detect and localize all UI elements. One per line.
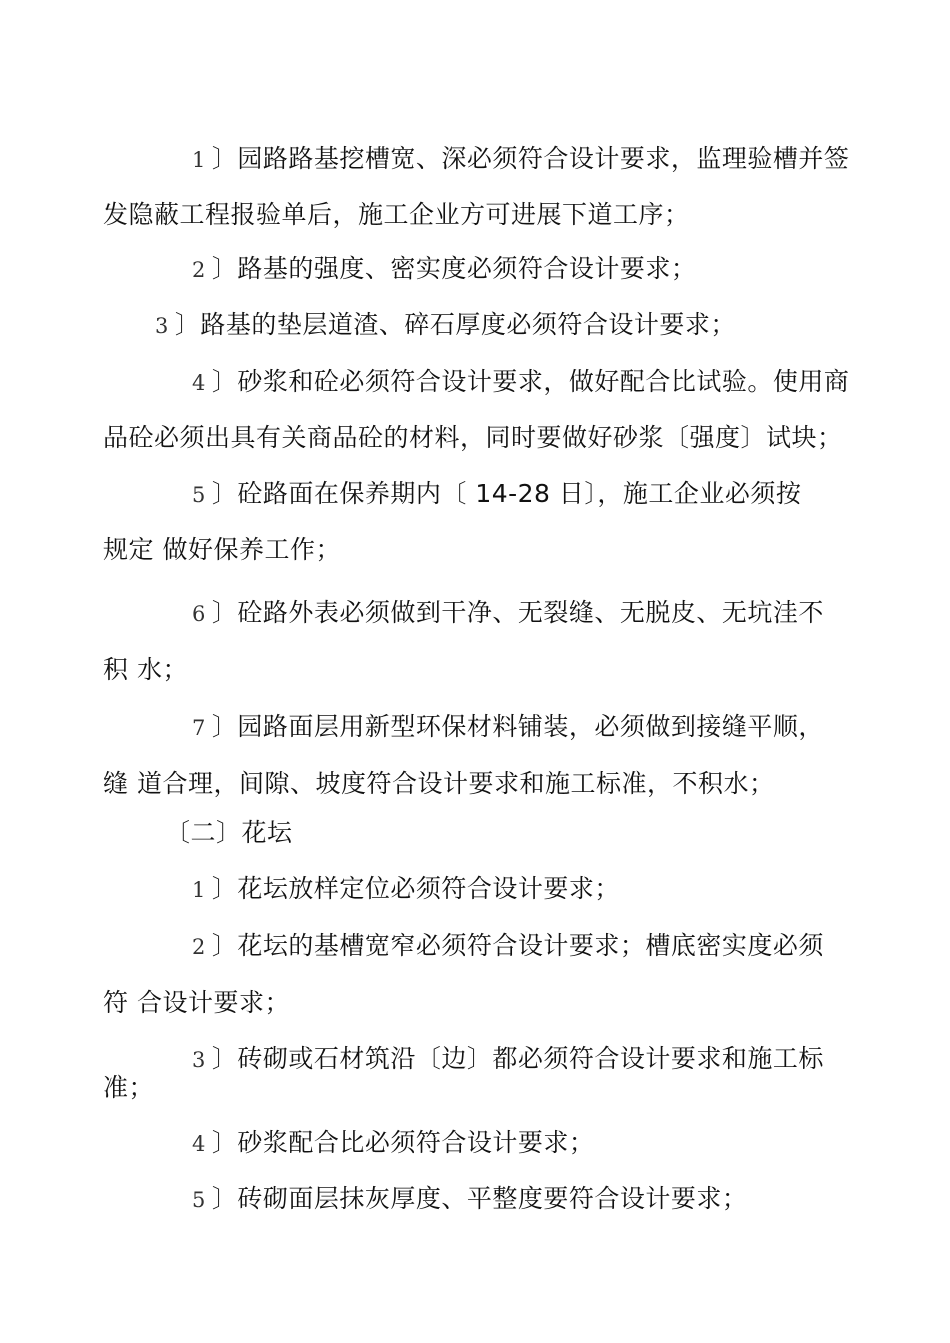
paragraph-line <box>103 769 774 799</box>
line-text: 〕园路路基挖槽宽、深必须符合设计要求，监理验槽并签 <box>211 144 850 173</box>
item-number: 4 <box>192 1132 206 1156</box>
line-text: 〕砖砌面层抹灰厚度、平整度要符合设计要求； <box>211 1184 748 1213</box>
item-number: 1 <box>192 148 206 172</box>
line-text: 品砼必须出具有关商品砼的材料，同时要做好砂浆〔强度〕试块； <box>103 423 843 452</box>
line-text: 〕砂浆和砼必须符合设计要求，做好配合比试验。使用商 <box>211 367 850 396</box>
item-number: 3 <box>192 1048 206 1072</box>
item-number: 2 <box>192 935 206 959</box>
line-text: 〕园路面层用新型环保材料铺装，必须做到接缝平顺， <box>211 712 824 741</box>
paragraph-line <box>192 598 824 629</box>
paragraph-line <box>192 1044 824 1075</box>
item-number: 7 <box>192 716 206 740</box>
line-text: 〕花坛的基槽宽窄必须符合设计要求；槽底密实度必须 <box>211 931 824 960</box>
paragraph-line <box>192 254 696 285</box>
item-number: 4 <box>192 371 206 395</box>
paragraph-line <box>103 535 341 565</box>
paragraph-line <box>103 200 690 230</box>
paragraph-line <box>192 479 801 510</box>
paragraph-line <box>192 712 824 743</box>
paragraph-line <box>103 988 290 1018</box>
paragraph-line <box>192 144 849 175</box>
line-text: 积 水； <box>103 655 188 684</box>
paragraph-line <box>192 367 849 398</box>
line-text: 〕砂浆配合比必须符合设计要求； <box>211 1128 595 1157</box>
line-text: 准； <box>103 1073 155 1102</box>
line-text: 规定 做好保养工作； <box>103 535 341 564</box>
line-text: 〕砼路外表必须做到干净、无裂缝、无脱皮、无坑洼不 <box>211 598 824 627</box>
paragraph-line <box>192 931 824 962</box>
section-heading <box>165 818 293 848</box>
paragraph-line <box>192 1128 594 1159</box>
line-text: 〕砼路面在保养期内〔 14-28 日〕，施工企业必须按 <box>211 479 802 508</box>
item-number: 5 <box>192 1188 206 1212</box>
line-text: 〔二〕花坛 <box>165 818 293 847</box>
paragraph-line <box>103 1073 154 1103</box>
item-number: 3 <box>155 314 169 338</box>
item-number: 5 <box>192 483 206 507</box>
line-text: 符 合设计要求； <box>103 988 290 1017</box>
paragraph-line <box>103 423 843 453</box>
paragraph-line <box>103 655 188 685</box>
line-text: 发隐蔽工程报验单后，施工企业方可进展下道工序； <box>103 200 690 229</box>
paragraph-line <box>192 1184 747 1215</box>
line-text: 〕路基的强度、密实度必须符合设计要求； <box>211 254 697 283</box>
line-text: 缝 道合理，间隙、坡度符合设计要求和施工标准，不积水； <box>103 769 775 798</box>
line-text: 〕花坛放样定位必须符合设计要求； <box>211 874 620 903</box>
item-number: 6 <box>192 602 206 626</box>
line-text: 〕路基的垫层道渣、碎石厚度必须符合设计要求； <box>174 310 736 339</box>
line-text: 〕砖砌或石材筑沿〔边〕都必须符合设计要求和施工标 <box>211 1044 824 1073</box>
paragraph-line <box>192 874 620 905</box>
item-number: 2 <box>192 258 206 282</box>
item-number: 1 <box>192 878 206 902</box>
paragraph-line <box>155 310 736 341</box>
